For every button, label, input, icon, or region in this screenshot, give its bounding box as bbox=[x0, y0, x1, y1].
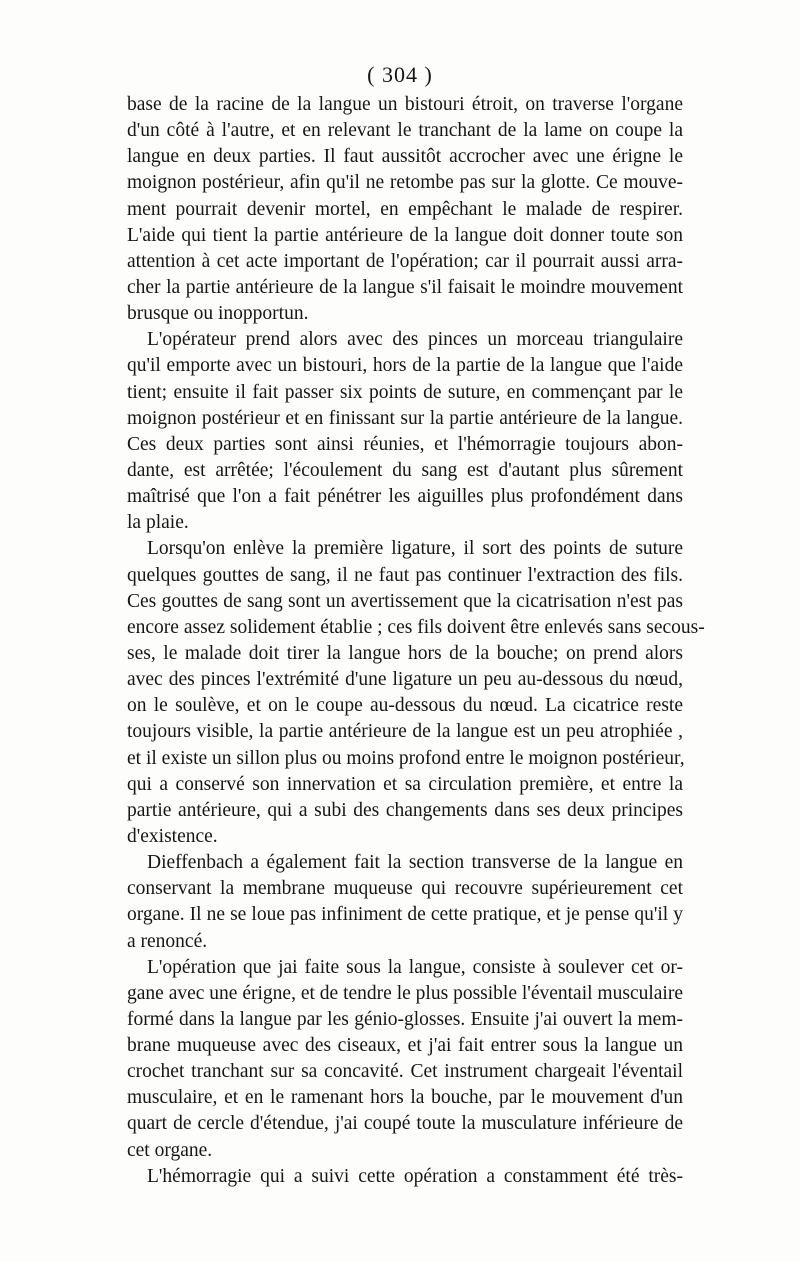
text-line: dante, est arrêtée; l'écoulement du sang est d'autant plus sûrement bbox=[127, 459, 683, 481]
text-line: d'existence. bbox=[127, 825, 218, 847]
paragraph bbox=[127, 327, 683, 536]
text-line: musculaire, et en le ramenant hors la bouche, par le mouvement d'un bbox=[127, 1087, 683, 1109]
text-line: a renoncé. bbox=[127, 930, 208, 952]
body-text bbox=[127, 92, 705, 1190]
text-line: organe. Il ne se loue pas infiniment de cette pratique, et je pense qu'il y bbox=[127, 904, 683, 926]
text-line: L'aide qui tient la partie antérieure de la langue doit donner toute son bbox=[127, 224, 683, 246]
text-line: encore assez solidement établie ; ces fils doivent être enlevés sans secous- bbox=[127, 616, 705, 638]
text-line: ses, le malade doit tirer la langue hors de la bouche; on prend alors bbox=[127, 642, 683, 664]
paragraph bbox=[127, 955, 683, 1164]
text-line: qui a conservé son innervation et sa circulation première, et entre la bbox=[127, 773, 683, 795]
text-line: d'un côté à l'autre, et en relevant le tranchant de la lame on coupe la bbox=[127, 120, 683, 142]
text-line: Ces gouttes de sang sont un avertissement que la cicatrisation n'est pas bbox=[127, 590, 683, 612]
text-line: partie antérieure, qui a subi des changements dans ses deux principes bbox=[127, 799, 683, 821]
paragraph bbox=[127, 850, 683, 955]
text-line: Lorsqu'on enlève la première ligature, il sort des points de suture bbox=[147, 538, 683, 560]
text-line: base de la racine de la langue un bistouri étroit, on traverse l'organe bbox=[127, 94, 683, 115]
text-line: toujours visible, la partie antérieure de la langue est un peu atrophiée , bbox=[127, 721, 683, 743]
paragraph bbox=[127, 1164, 683, 1190]
text-line: brusque ou inopportun. bbox=[127, 303, 309, 325]
text-line: quelques gouttes de sang, il ne faut pas continuer l'extraction des fils. bbox=[127, 564, 683, 586]
text-line: moignon postérieur, afin qu'il ne retombe pas sur la glotte. Ce mouve- bbox=[127, 172, 683, 194]
text-line: L'hémorragie qui a suivi cette opération a constamment été très- bbox=[147, 1165, 683, 1187]
text-line: cher la partie antérieure de la langue s'il faisait le moindre mouvement bbox=[127, 276, 683, 298]
text-line: conservant la membrane muqueuse qui recouvre supérieurement cet bbox=[127, 878, 683, 900]
paragraph bbox=[127, 536, 705, 850]
text-line: L'opération que jai faite sous la langue, consiste à soulever cet or- bbox=[147, 956, 683, 978]
text-line: qu'il emporte avec un bistouri, hors de la partie de la langue que l'aide bbox=[127, 355, 683, 377]
text-line: cet organe. bbox=[127, 1139, 213, 1161]
text-line: L'opérateur prend alors avec des pinces un morceau triangulaire bbox=[147, 329, 683, 351]
text-line: Ces deux parties sont ainsi réunies, et l'hémorragie toujours abon- bbox=[127, 433, 683, 455]
text-line: maîtrisé que l'on a fait pénétrer les aiguilles plus profondément dans bbox=[127, 486, 683, 508]
text-line: Dieffenbach a également fait la section transverse de la langue en bbox=[147, 852, 683, 874]
paragraph bbox=[127, 92, 683, 327]
text-line: gane avec une érigne, et de tendre le plus possible l'éventail musculaire bbox=[127, 982, 683, 1004]
text-line: la plaie. bbox=[127, 512, 189, 534]
text-line: moignon postérieur et en finissant sur la partie antérieure de la langue. bbox=[127, 407, 683, 429]
text-line: quart de cercle d'étendue, j'ai coupé toute la musculature inférieure de bbox=[127, 1113, 683, 1135]
text-line: attention à cet acte important de l'opération; car il pourrait aussi arra- bbox=[127, 250, 683, 272]
text-line: on le soulève, et on le coupe au-dessous du nœud. La cicatrice reste bbox=[127, 695, 683, 717]
text-line: langue en deux parties. Il faut aussitôt accrocher avec une érigne le bbox=[127, 146, 683, 168]
text-line: crochet tranchant sur sa concavité. Cet instrument chargeait l'éventail bbox=[127, 1061, 683, 1083]
text-line: ment pourrait devenir mortel, en empêchant le malade de respirer. bbox=[127, 198, 683, 220]
text-line: brane muqueuse avec des ciseaux, et j'ai fait entrer sous la langue un bbox=[127, 1035, 683, 1057]
text-line: avec des pinces l'extrémité d'une ligature un peu au-dessous du nœud, bbox=[127, 669, 683, 691]
text-line: et il existe un sillon plus ou moins profond entre le moignon postérieur, bbox=[127, 747, 685, 769]
text-line: formé dans la langue par les génio-glosses. Ensuite j'ai ouvert la mem- bbox=[127, 1008, 683, 1030]
text-line: tient; ensuite il fait passer six points de suture, en commençant par le bbox=[127, 381, 683, 403]
page-number: ( 304 ) bbox=[367, 62, 433, 87]
